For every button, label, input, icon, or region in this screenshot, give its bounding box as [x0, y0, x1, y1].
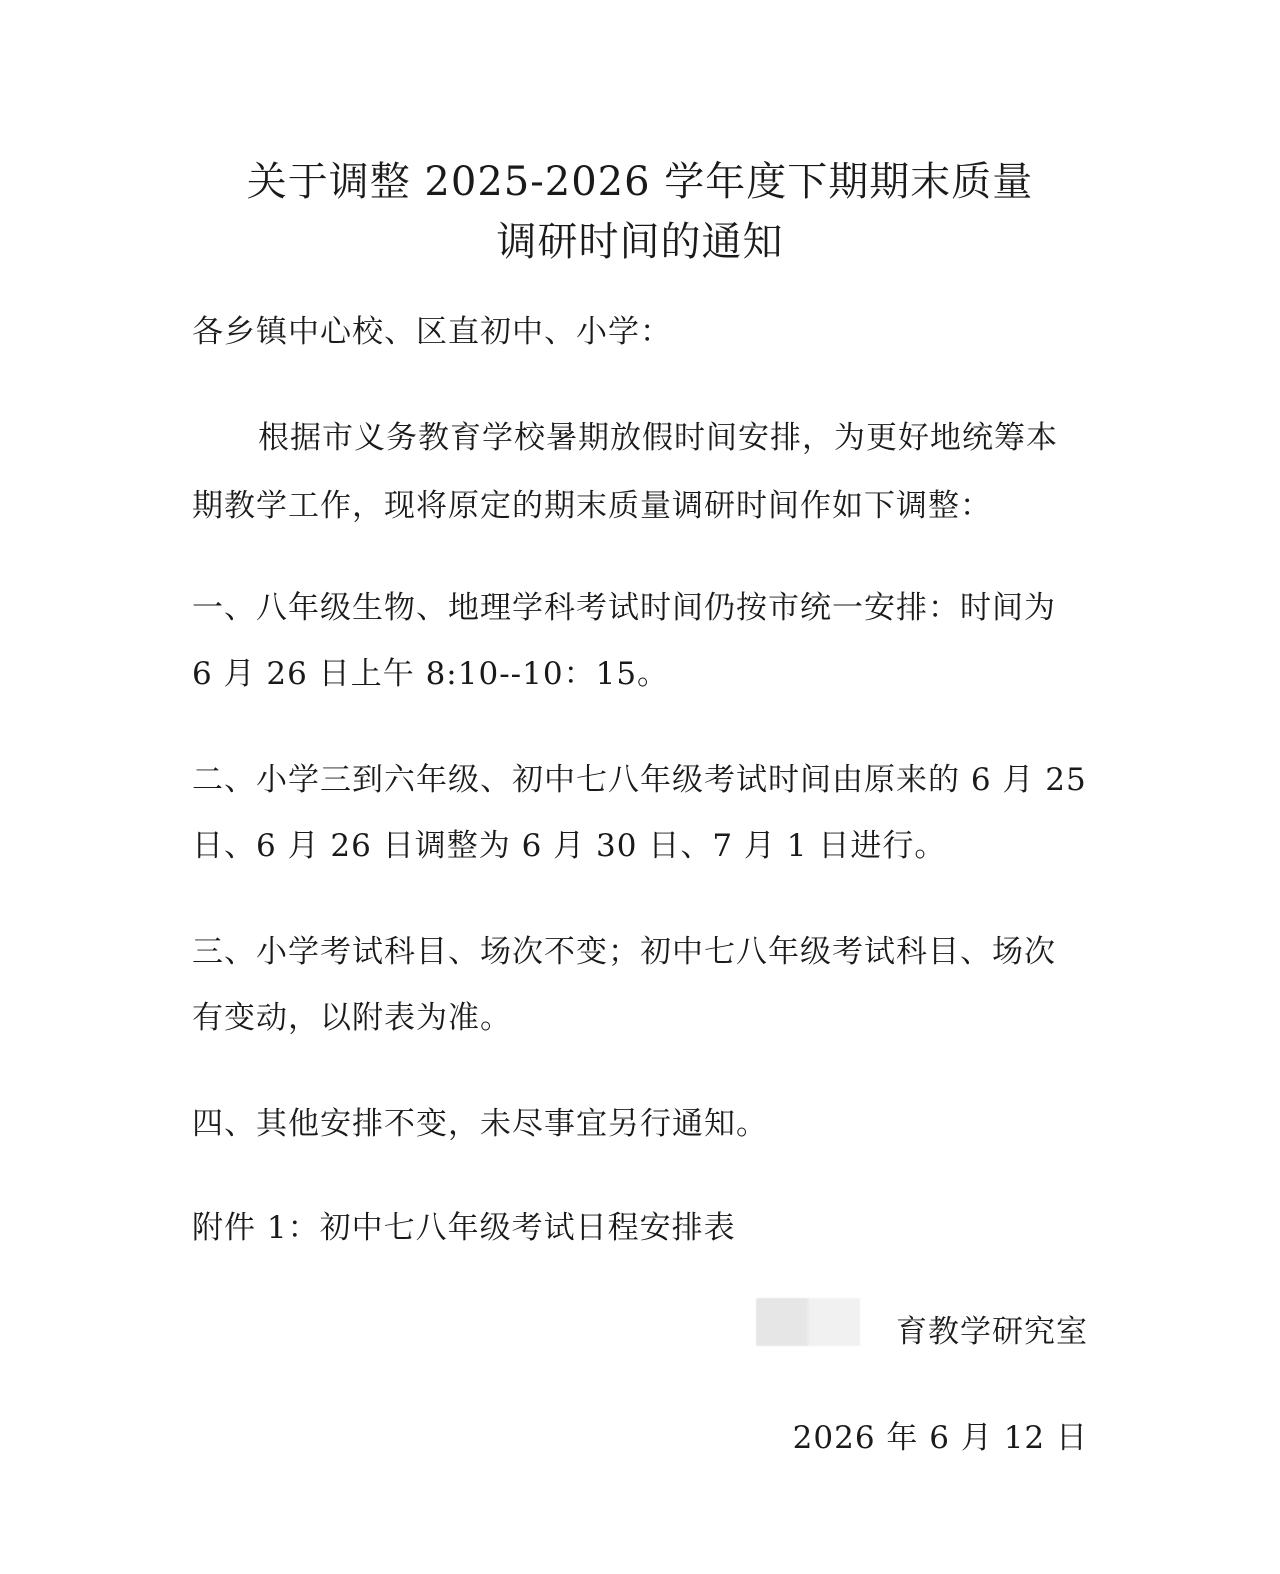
item-1-line-1: 一、八年级生物、地理学科考试时间仍按市统一安排：时间为	[192, 590, 1056, 626]
document-title-line-1: 关于调整 2025-2026 学年度下期期末质量	[246, 159, 1034, 205]
signature-date: 2026 年 6 月 12 日	[792, 1420, 1088, 1456]
item-1-line-2: 6 月 26 日上午 8:10--10：15。	[192, 656, 670, 692]
redacted-org-name	[756, 1298, 860, 1346]
intro-paragraph-line-2: 期教学工作，现将原定的期末质量调研时间作如下调整：	[192, 488, 992, 524]
attachment-note: 附件 1：初中七八年级考试日程安排表	[192, 1210, 736, 1246]
item-2-line-1: 二、小学三到六年级、初中七八年级考试时间由原来的 6 月 25	[192, 762, 1087, 798]
signature-organization: 育教学研究室	[896, 1314, 1088, 1350]
item-3-line-1: 三、小学考试科目、场次不变；初中七八年级考试科目、场次	[192, 934, 1056, 970]
salutation: 各乡镇中心校、区直初中、小学：	[192, 314, 672, 350]
item-4-line-1: 四、其他安排不变，未尽事宜另行通知。	[192, 1106, 768, 1142]
intro-paragraph-line-1: 根据市义务教育学校暑期放假时间安排，为更好地统筹本	[258, 420, 1058, 456]
item-2-line-2: 日、6 月 26 日调整为 6 月 30 日、7 月 1 日进行。	[192, 828, 947, 864]
item-3-line-2: 有变动，以附表为准。	[192, 1000, 512, 1036]
document-title-line-2: 调研时间的通知	[496, 219, 784, 265]
